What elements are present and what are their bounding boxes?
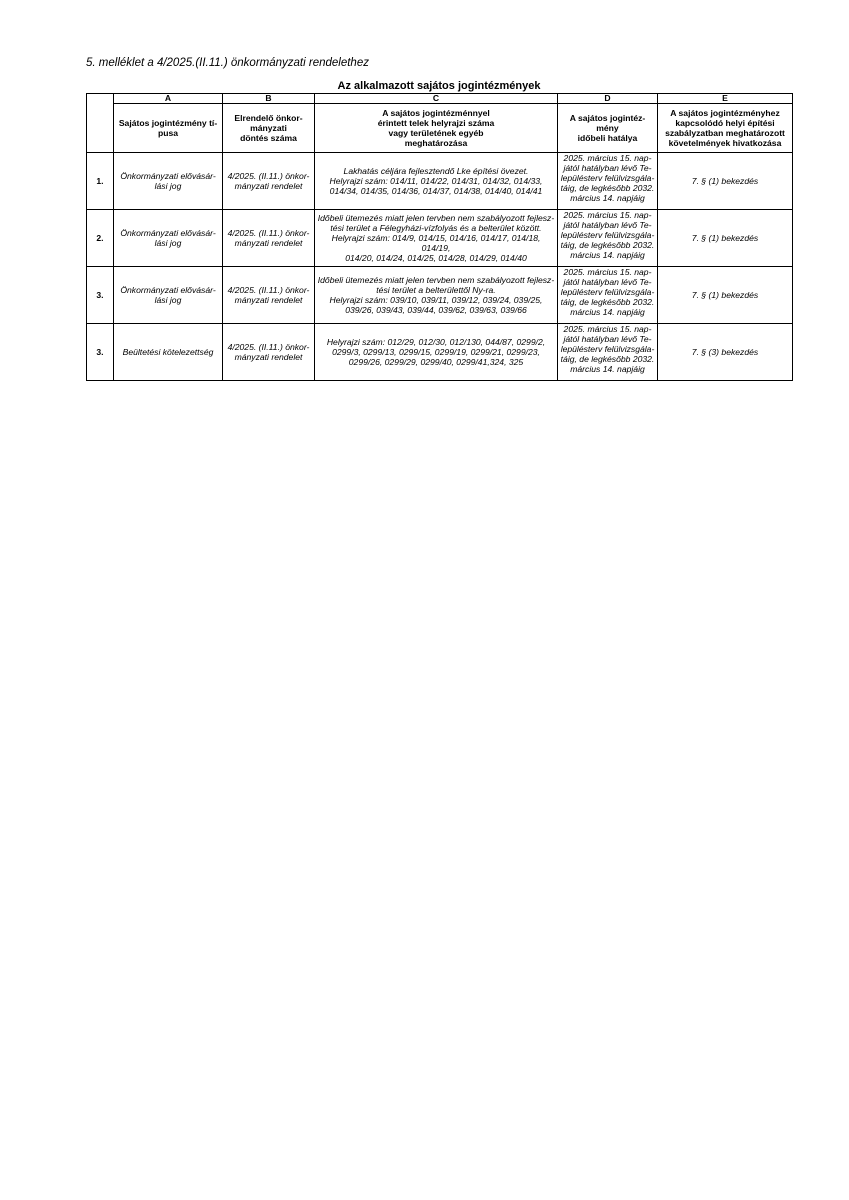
column-header: Elrendelő önkor- mányzati döntés száma	[223, 104, 315, 153]
table-row	[87, 210, 793, 267]
regulation-reference: 7. § (1) bekezdés	[658, 153, 793, 210]
validity-period: 2025. március 15. nap- jától hatályban lévő Te- lepülésterv felülvizsgála- táig, de legkésőbb 2032. március 14. napjáig	[558, 324, 658, 381]
table-row	[87, 153, 793, 210]
column-letter: A	[114, 94, 223, 104]
column-header: Sajátos jogintézmény tí- pusa	[114, 104, 223, 153]
empty-corner-cell	[87, 94, 114, 153]
regulation-reference: 7. § (3) bekezdés	[658, 324, 793, 381]
decision-number: 4/2025. (II.11.) önkor- mányzati rendelet	[223, 153, 315, 210]
regulation-reference: 7. § (1) bekezdés	[658, 267, 793, 324]
column-letter: D	[558, 94, 658, 104]
decision-number: 4/2025. (II.11.) önkor- mányzati rendelet	[223, 210, 315, 267]
instrument-type: Önkormányzati elővásár- lási jog	[114, 210, 223, 267]
instrument-type: Önkormányzati elővásár- lási jog	[114, 267, 223, 324]
parcel-description: Időbeli ütemezés miatt jelen tervben nem szabályozott fejlesz- tési terület a Félegyházi-vízfolyás és a belterület között. Helyrajzi szám: 014/9, 014/15, 014/16, 014/17, 014/18, 014/19, 014/20, 014/24, 014/25, 014/28, 014/29, 014/40	[315, 210, 558, 267]
validity-period: 2025. március 15. nap- jától hatályban lévő Te- lepülésterv felülvizsgála- táig, de legkésőbb 2032. március 14. napjáig	[558, 153, 658, 210]
row-number: 2.	[87, 210, 114, 267]
parcel-description: Helyrajzi szám: 012/29, 012/30, 012/130, 044/87, 0299/2, 0299/3, 0299/13, 0299/15, 0299/19, 0299/21, 0299/23, 0299/26, 0299/29, 0299/40, 0299/41,324, 325	[315, 324, 558, 381]
column-letter: E	[658, 94, 793, 104]
column-letter: C	[315, 94, 558, 104]
column-header: A sajátos jogintézménnyel érintett telek helyrajzi száma vagy területének egyéb meghatározása	[315, 104, 558, 153]
row-number: 1.	[87, 153, 114, 210]
instrument-type: Beültetési kötelezettség	[114, 324, 223, 381]
row-number: 3.	[87, 267, 114, 324]
column-header: A sajátos jogintézményhez kapcsolódó helyi építési szabályzatban meghatározott követelmények hivatkozása	[658, 104, 793, 153]
column-header: A sajátos jogintéz- mény időbeli hatálya	[558, 104, 658, 153]
decision-number: 4/2025. (II.11.) önkor- mányzati rendelet	[223, 267, 315, 324]
column-header-row	[87, 104, 793, 153]
instrument-type: Önkormányzati elővásár- lási jog	[114, 153, 223, 210]
column-letter-row	[87, 94, 793, 104]
validity-period: 2025. március 15. nap- jától hatályban lévő Te- lepülésterv felülvizsgála- táig, de legkésőbb 2032. március 14. napjáig	[558, 210, 658, 267]
decision-number: 4/2025. (II.11.) önkor- mányzati rendelet	[223, 324, 315, 381]
parcel-description: Lakhatás céljára fejlesztendő Lke építési övezet. Helyrajzi szám: 014/11, 014/22, 014/31, 014/32, 014/33, 014/34, 014/35, 014/36, 014/37, 014/38, 014/40, 014/41	[315, 153, 558, 210]
table-title: Az alkalmazott sajátos jogintézmények	[337, 80, 541, 92]
column-letter: B	[223, 94, 315, 104]
validity-period: 2025. március 15. nap- jától hatályban lévő Te- lepülésterv felülvizsgála- táig, de legkésőbb 2032. március 14. napjáig	[558, 267, 658, 324]
row-number: 3.	[87, 324, 114, 381]
table-row	[87, 324, 793, 381]
annex-reference: 5. melléklet a 4/2025.(II.11.) önkormányzati rendelethez	[86, 57, 369, 69]
legal-instruments-table	[86, 93, 793, 381]
regulation-reference: 7. § (1) bekezdés	[658, 210, 793, 267]
parcel-description: Időbeli ütemezés miatt jelen tervben nem szabályozott fejlesz- tési terület a belterülettől Ny-ra. Helyrajzi szám: 039/10, 039/11, 039/12, 039/24, 039/25, 039/26, 039/43, 039/44, 039/62, 039/63, 039/66	[315, 267, 558, 324]
table-row	[87, 267, 793, 324]
